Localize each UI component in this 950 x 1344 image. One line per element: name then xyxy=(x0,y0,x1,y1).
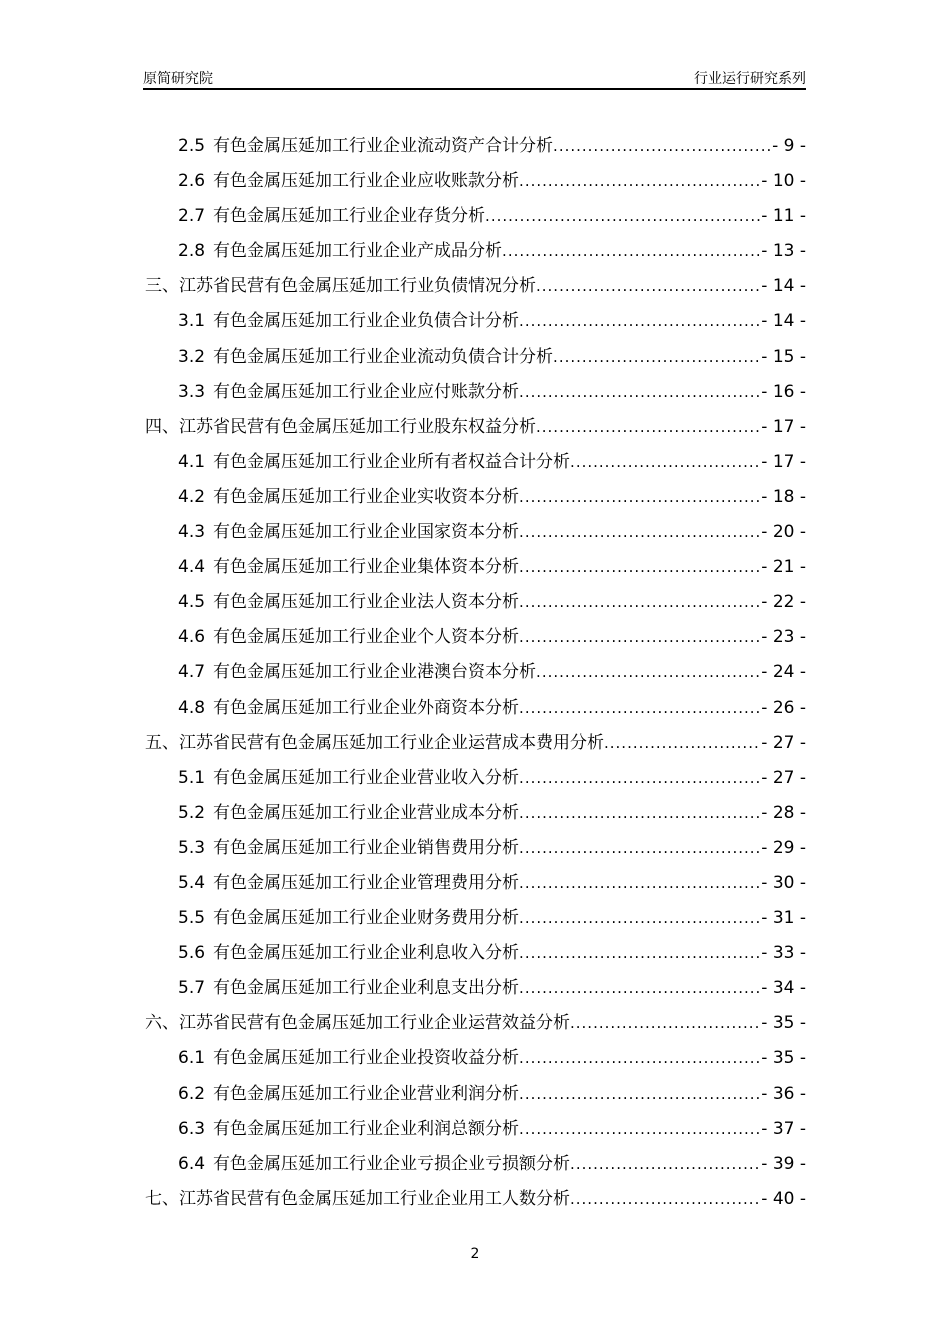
toc-leader-dots xyxy=(536,657,761,687)
toc-entry[interactable] xyxy=(145,1184,806,1219)
toc-leader-dots xyxy=(519,693,761,723)
toc-entry-title: 有色金属压延加工行业企业投资收益分析 xyxy=(213,1048,520,1069)
toc-leader-dots xyxy=(536,412,761,442)
table-of-contents xyxy=(145,131,806,1219)
toc-entry-title: 有色金属压延加工行业企业管理费用分析 xyxy=(213,872,520,893)
toc-entry-number: 6.4 xyxy=(178,1153,206,1174)
toc-entry-page: - 17 - xyxy=(761,416,806,437)
toc-entry[interactable] xyxy=(145,833,806,868)
toc-entry-page: - 39 - xyxy=(761,1153,806,1174)
toc-leader-dots xyxy=(570,1149,761,1179)
toc-entry[interactable] xyxy=(145,166,806,201)
toc-entry-number: 5.7 xyxy=(178,978,206,999)
toc-entry-title: 有色金属压延加工行业企业利息收入分析 xyxy=(213,943,520,964)
toc-entry[interactable] xyxy=(145,236,806,271)
toc-entry-page: - 29 - xyxy=(761,837,806,858)
toc-entry-title: 五、江苏省民营有色金属压延加工行业企业运营成本费用分析 xyxy=(145,732,604,753)
toc-entry-page: - 34 - xyxy=(761,978,806,999)
toc-entry-title: 有色金属压延加工行业企业所有者权益合计分析 xyxy=(213,451,571,472)
toc-entry-page: - 24 - xyxy=(761,662,806,683)
toc-entry[interactable] xyxy=(145,1079,806,1114)
toc-entry-page: - 21 - xyxy=(761,557,806,578)
toc-entry[interactable] xyxy=(145,1043,806,1078)
page-number: 2 xyxy=(470,1246,480,1262)
toc-entry[interactable] xyxy=(145,306,806,341)
toc-entry[interactable] xyxy=(145,938,806,973)
toc-entry-title: 有色金属压延加工行业企业法人资本分析 xyxy=(213,592,520,613)
toc-entry-title: 有色金属压延加工行业企业财务费用分析 xyxy=(213,908,520,929)
toc-entry-title: 有色金属压延加工行业企业应收账款分析 xyxy=(213,171,520,192)
toc-entry[interactable] xyxy=(145,412,806,447)
toc-entry-number: 4.5 xyxy=(178,592,206,613)
toc-entry-number: 2.8 xyxy=(178,241,206,262)
toc-entry[interactable] xyxy=(145,622,806,657)
toc-leader-dots xyxy=(519,973,761,1003)
toc-entry-title: 有色金属压延加工行业企业国家资本分析 xyxy=(213,522,520,543)
toc-entry-number: 4.4 xyxy=(178,557,206,578)
toc-leader-dots xyxy=(536,271,761,301)
toc-entry-title: 有色金属压延加工行业企业营业利润分析 xyxy=(213,1083,520,1104)
toc-entry-page: - 37 - xyxy=(761,1118,806,1139)
toc-entry-page: - 40 - xyxy=(761,1188,806,1209)
toc-entry-title: 有色金属压延加工行业企业流动资产合计分析 xyxy=(213,136,554,156)
toc-leader-dots xyxy=(604,728,761,758)
toc-entry[interactable] xyxy=(145,131,806,166)
toc-entry[interactable] xyxy=(145,657,806,692)
toc-entry-number: 4.8 xyxy=(178,697,206,718)
toc-entry[interactable] xyxy=(145,552,806,587)
toc-entry-title: 有色金属压延加工行业企业存货分析 xyxy=(213,206,486,227)
header-series: 行业运行研究系列 xyxy=(694,71,806,87)
toc-entry[interactable] xyxy=(145,517,806,552)
toc-entry-page: - 36 - xyxy=(761,1083,806,1104)
toc-entry[interactable] xyxy=(145,482,806,517)
toc-entry-page: - 9 - xyxy=(772,136,806,156)
toc-leader-dots xyxy=(519,306,761,336)
toc-entry-number: 5.4 xyxy=(178,872,206,893)
toc-entry-page: - 23 - xyxy=(761,627,806,648)
toc-leader-dots xyxy=(519,903,761,933)
page-header xyxy=(143,66,806,90)
toc-entry-number: 5.2 xyxy=(178,802,206,823)
toc-entry-title: 有色金属压延加工行业企业产成品分析 xyxy=(213,241,503,262)
toc-leader-dots xyxy=(519,552,761,582)
toc-entry-number: 6.1 xyxy=(178,1048,206,1069)
toc-entry[interactable] xyxy=(145,271,806,306)
toc-entry-number: 5.3 xyxy=(178,837,206,858)
toc-entry[interactable] xyxy=(145,868,806,903)
toc-entry-number: 2.5 xyxy=(178,136,206,156)
toc-entry-title: 有色金属压延加工行业企业集体资本分析 xyxy=(213,557,520,578)
toc-leader-dots xyxy=(570,1184,761,1214)
toc-entry[interactable] xyxy=(145,1149,806,1184)
toc-entry-title: 有色金属压延加工行业企业应付账款分析 xyxy=(213,381,520,402)
toc-leader-dots xyxy=(485,201,761,231)
toc-entry-title: 有色金属压延加工行业企业利润总额分析 xyxy=(213,1118,520,1139)
toc-leader-dots xyxy=(519,1043,761,1073)
toc-entry-number: 3.1 xyxy=(178,311,206,332)
toc-entry-number: 4.7 xyxy=(178,662,206,683)
toc-entry-page: - 17 - xyxy=(761,451,806,472)
toc-entry-page: - 26 - xyxy=(761,697,806,718)
toc-leader-dots xyxy=(519,938,761,968)
toc-entry-title: 七、江苏省民营有色金属压延加工行业企业用工人数分析 xyxy=(145,1188,570,1209)
toc-entry-title: 有色金属压延加工行业企业销售费用分析 xyxy=(213,837,520,858)
toc-entry[interactable] xyxy=(145,763,806,798)
toc-entry-number: 5.6 xyxy=(178,943,206,964)
toc-entry-title: 有色金属压延加工行业企业流动负债合计分析 xyxy=(213,346,554,367)
toc-leader-dots xyxy=(553,131,772,161)
toc-leader-dots xyxy=(553,342,761,372)
toc-entry-page: - 18 - xyxy=(761,486,806,507)
toc-entry-number: 4.2 xyxy=(178,486,206,507)
toc-entry[interactable] xyxy=(145,728,806,763)
toc-entry-title: 有色金属压延加工行业企业个人资本分析 xyxy=(213,627,520,648)
toc-entry-page: - 11 - xyxy=(761,206,806,227)
toc-entry-page: - 27 - xyxy=(761,767,806,788)
toc-entry-page: - 27 - xyxy=(761,732,806,753)
toc-entry-page: - 35 - xyxy=(761,1048,806,1069)
toc-leader-dots xyxy=(570,447,761,477)
toc-entry-page: - 28 - xyxy=(761,802,806,823)
toc-leader-dots xyxy=(519,1079,761,1109)
toc-entry-number: 4.1 xyxy=(178,451,206,472)
toc-entry-page: - 16 - xyxy=(761,381,806,402)
toc-entry-title: 六、江苏省民营有色金属压延加工行业企业运营效益分析 xyxy=(145,1013,570,1034)
toc-entry[interactable] xyxy=(145,693,806,728)
toc-entry-page: - 10 - xyxy=(761,171,806,192)
toc-leader-dots xyxy=(519,763,761,793)
toc-entry-number: 6.2 xyxy=(178,1083,206,1104)
toc-entry-title: 有色金属压延加工行业企业营业收入分析 xyxy=(213,767,520,788)
toc-entry-page: - 14 - xyxy=(761,311,806,332)
toc-leader-dots xyxy=(519,587,761,617)
toc-entry-page: - 15 - xyxy=(761,346,806,367)
toc-leader-dots xyxy=(519,798,761,828)
toc-entry[interactable] xyxy=(145,1114,806,1149)
toc-leader-dots xyxy=(519,868,761,898)
toc-entry-page: - 30 - xyxy=(761,872,806,893)
toc-entry-number: 2.7 xyxy=(178,206,206,227)
toc-entry-title: 有色金属压延加工行业企业负债合计分析 xyxy=(213,311,520,332)
toc-entry[interactable] xyxy=(145,447,806,482)
toc-entry-title: 三、江苏省民营有色金属压延加工行业负债情况分析 xyxy=(145,276,536,297)
toc-entry-page: - 35 - xyxy=(761,1013,806,1034)
toc-entry-number: 4.6 xyxy=(178,627,206,648)
toc-leader-dots xyxy=(570,1008,761,1038)
toc-entry[interactable] xyxy=(145,342,806,377)
toc-leader-dots xyxy=(519,166,761,196)
toc-entry[interactable] xyxy=(145,377,806,412)
toc-entry-number: 6.3 xyxy=(178,1118,206,1139)
toc-entry-title: 有色金属压延加工行业企业实收资本分析 xyxy=(213,486,520,507)
toc-entry[interactable] xyxy=(145,587,806,622)
toc-entry-number: 2.6 xyxy=(178,171,206,192)
header-org: 原简研究院 xyxy=(143,71,213,87)
toc-leader-dots xyxy=(519,377,761,407)
toc-entry-title: 有色金属压延加工行业企业港澳台资本分析 xyxy=(213,662,537,683)
toc-entry[interactable] xyxy=(145,903,806,938)
toc-entry[interactable] xyxy=(145,973,806,1008)
toc-entry-page: - 14 - xyxy=(761,276,806,297)
toc-entry-title: 有色金属压延加工行业企业利息支出分析 xyxy=(213,978,520,999)
toc-leader-dots xyxy=(519,1114,761,1144)
toc-entry-page: - 20 - xyxy=(761,522,806,543)
toc-leader-dots xyxy=(502,236,761,266)
toc-entry-number: 3.3 xyxy=(178,381,206,402)
toc-entry-page: - 22 - xyxy=(761,592,806,613)
toc-entry-title: 有色金属压延加工行业企业亏损企业亏损额分析 xyxy=(213,1153,571,1174)
toc-entry[interactable] xyxy=(145,201,806,236)
toc-leader-dots xyxy=(519,833,761,863)
toc-leader-dots xyxy=(519,482,761,512)
toc-entry-number: 4.3 xyxy=(178,522,206,543)
toc-leader-dots xyxy=(519,622,761,652)
toc-entry-title: 有色金属压延加工行业企业外商资本分析 xyxy=(213,697,520,718)
toc-entry-number: 3.2 xyxy=(178,346,206,367)
toc-entry[interactable] xyxy=(145,1008,806,1043)
toc-entry-page: - 33 - xyxy=(761,943,806,964)
toc-entry-number: 5.5 xyxy=(178,908,206,929)
toc-leader-dots xyxy=(519,517,761,547)
toc-entry-number: 5.1 xyxy=(178,767,206,788)
toc-entry-page: - 13 - xyxy=(761,241,806,262)
toc-entry-title: 四、江苏省民营有色金属压延加工行业股东权益分析 xyxy=(145,416,536,437)
toc-entry[interactable] xyxy=(145,798,806,833)
toc-entry-page: - 31 - xyxy=(761,908,806,929)
toc-entry-title: 有色金属压延加工行业企业营业成本分析 xyxy=(213,802,520,823)
